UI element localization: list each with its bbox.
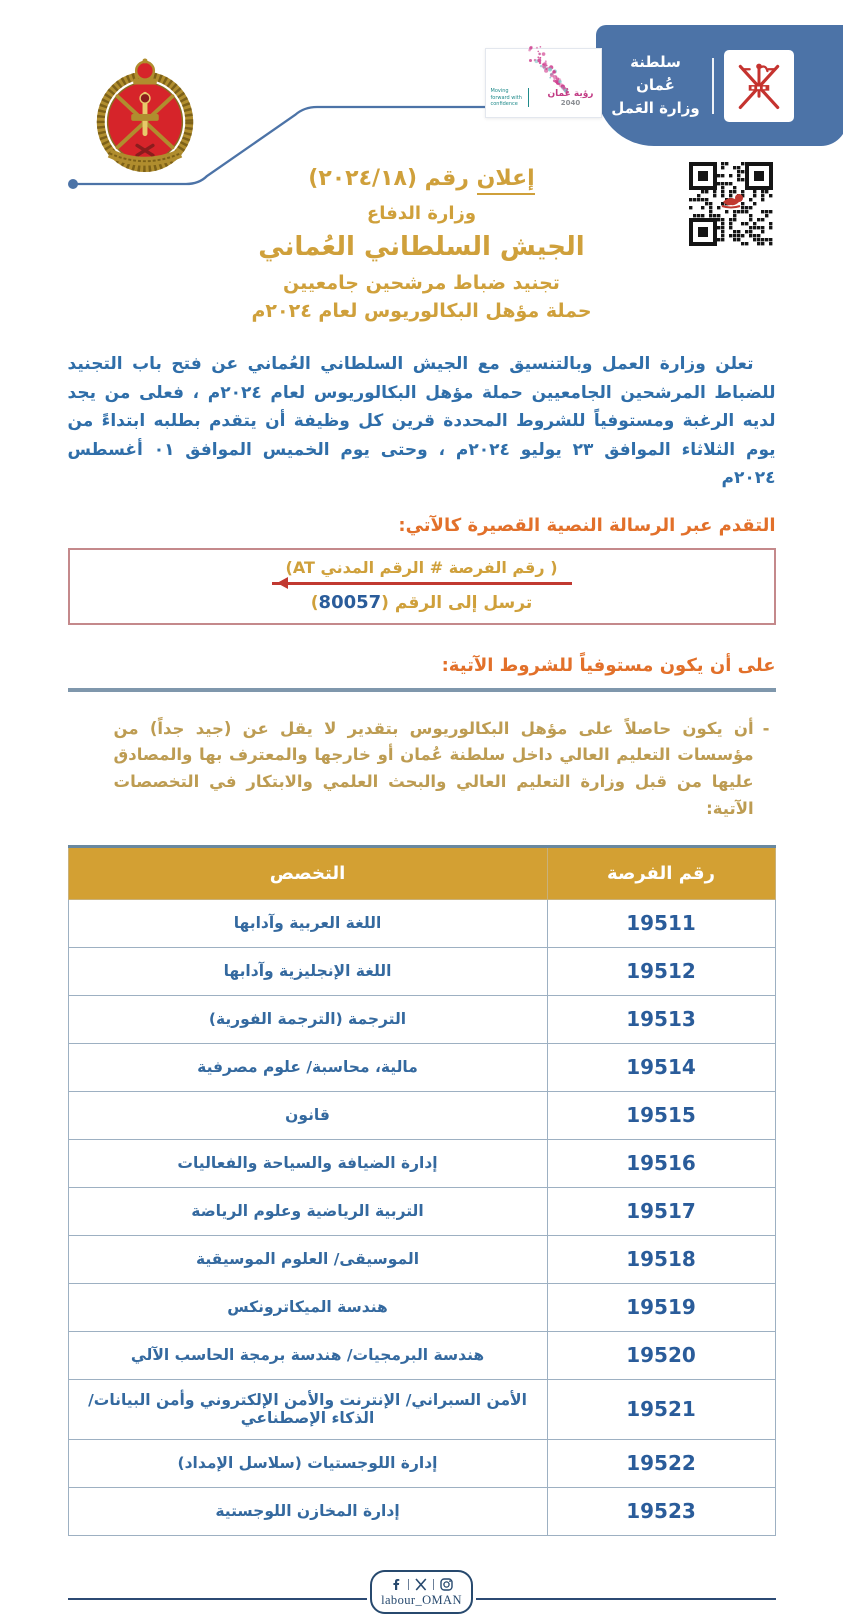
opportunity-number-cell: 19516: [547, 1139, 775, 1187]
column-header-opportunity-number: رقم الفرصة: [547, 846, 775, 899]
opportunity-number-cell: 19523: [547, 1487, 775, 1535]
footer-line-left: [68, 1598, 368, 1600]
facebook-icon[interactable]: [390, 1578, 402, 1591]
footer: [68, 1570, 776, 1614]
ministry-label: وزارة العَمل: [610, 97, 702, 120]
social-media-pill: [370, 1570, 473, 1614]
sms-format-box: [68, 548, 776, 625]
bullet-marker: -: [763, 716, 770, 823]
table-row: [68, 1043, 775, 1091]
specialization-cell: هندسة البرمجيات/ هندسة برمجة الحاسب الآلي: [68, 1331, 547, 1379]
specialization-cell: هندسة الميكاترونكس: [68, 1283, 547, 1331]
social-handle[interactable]: labour_OMAN: [381, 1593, 462, 1608]
opportunity-number-cell: 19514: [547, 1043, 775, 1091]
table-row: [68, 1139, 775, 1187]
table-row: [68, 1235, 775, 1283]
table-row: [68, 1379, 775, 1439]
opportunity-number-cell: 19520: [547, 1331, 775, 1379]
vision-2040-tagline: Moving forward with confidence: [491, 88, 529, 107]
specializations-table: [68, 845, 776, 1536]
x-icon[interactable]: [415, 1578, 427, 1591]
specialization-cell: الموسيقى/ العلوم الموسيقية: [68, 1235, 547, 1283]
specialization-cell: التربية الرياضية وعلوم الرياضة: [68, 1187, 547, 1235]
footer-line-right: [476, 1598, 776, 1600]
specialization-cell: اللغة الإنجليزية وآدابها: [68, 947, 547, 995]
sms-send-line: ترسل إلى الرقم (80057): [80, 592, 764, 613]
ministry-of-defence-label: وزارة الدفاع: [68, 203, 776, 224]
instagram-icon[interactable]: [440, 1578, 453, 1591]
sms-format-text: ( رقم الفرصة # الرقم المدني AT): [80, 558, 764, 577]
column-header-specialization: التخصص: [68, 846, 547, 899]
condition-text: أن يكون حاصلاً على مؤهل البكالوريوس بتقدير لا يقل عن (جيد جداً) من مؤسسات التعليم العالي داخل سلطنة عُمان أو خارجها والمعترف بها والمصادق عليها من قبل وزارة التعليم العالي والبحث العلمي والابتكار في التخصصات الآتية:: [114, 716, 754, 823]
specialization-cell: مالية، محاسبة/ علوم مصرفية: [68, 1043, 547, 1091]
icon-separator: [433, 1579, 434, 1590]
bachelor-campaign-label: حملة مؤهل البكالوريوس لعام ٢٠٢٤م: [68, 300, 776, 322]
opportunity-number-cell: 19518: [547, 1235, 775, 1283]
sms-heading: التقدم عبر الرسالة النصية القصيرة كالآتي:: [68, 515, 776, 536]
table-row: [68, 1187, 775, 1235]
table-row: [68, 995, 775, 1043]
specialization-cell: الترجمة (الترجمة الفورية): [68, 995, 547, 1043]
opportunity-number-cell: 19522: [547, 1439, 775, 1487]
announcement-title: إعلان رقم (٢٠٢٤/١٨): [68, 166, 776, 191]
opportunity-number-cell: 19517: [547, 1187, 775, 1235]
opportunity-number-cell: 19512: [547, 947, 775, 995]
sms-short-code: 80057: [319, 592, 382, 613]
specialization-cell: قانون: [68, 1091, 547, 1139]
table-header-row: [68, 846, 775, 899]
announcement-body: تعلن وزارة العمل وبالتنسيق مع الجيش السلطاني العُماني عن فتح باب التجنيد للضباط المرشحين الجامعيين حملة مؤهل البكالوريوس لعام ٢٠٢٤م ، فعلى من يجد لديه الرغبة ومستوفياً للشروط المحددة قرين كل وظيفة أن يتقدم بطلبه ابتداءً من يوم الثلاثاء الموافق ٢٣ يوليو ٢٠٢٤م ، وحتى يوم الخميس الموافق ٠١ أغسطس ٢٠٢٤م: [68, 350, 776, 493]
opportunity-number-cell: 19513: [547, 995, 775, 1043]
opportunity-number-cell: 19511: [547, 899, 775, 947]
section-divider: [68, 688, 776, 692]
table-row: [68, 899, 775, 947]
announcement-content: [11, 0, 833, 1614]
vision-2040-year: 2040: [548, 100, 594, 108]
table-row: [68, 1487, 775, 1535]
table-row: [68, 947, 775, 995]
condition-item: [114, 716, 770, 823]
icon-separator: [408, 1579, 409, 1590]
table-row: [68, 1439, 775, 1487]
table-row: [68, 1283, 775, 1331]
table-row: [68, 1331, 775, 1379]
opportunity-number-cell: 19519: [547, 1283, 775, 1331]
opportunity-number-cell: 19521: [547, 1379, 775, 1439]
recruitment-label: تجنيد ضباط مرشحين جامعيين: [68, 272, 776, 294]
specialization-cell: اللغة العربية وآدابها: [68, 899, 547, 947]
announcement-page: [11, 0, 833, 1474]
table-row: [68, 1091, 775, 1139]
specialization-cell: إدارة المخازن اللوجستية: [68, 1487, 547, 1535]
vision-2040-title: رؤية عُمان 2040: [548, 90, 594, 108]
specialization-cell: الأمن السبراني/ الإنترنت والأمن الإلكتروني وأمن البيانات/ الذكاء الإصطناعي: [68, 1379, 547, 1439]
opportunity-number-cell: 19515: [547, 1091, 775, 1139]
specialization-cell: إدارة اللوجستيات (سلاسل الإمداد): [68, 1439, 547, 1487]
specialization-cell: إدارة الضيافة والسياحة والفعاليات: [68, 1139, 547, 1187]
conditions-heading: على أن يكون مستوفياً للشروط الآتية:: [68, 655, 776, 676]
sultanate-label: سلطنة عُمان: [610, 51, 702, 98]
right-arrow-icon: [272, 582, 572, 585]
royal-army-label: الجيش السلطاني العُماني: [68, 232, 776, 262]
